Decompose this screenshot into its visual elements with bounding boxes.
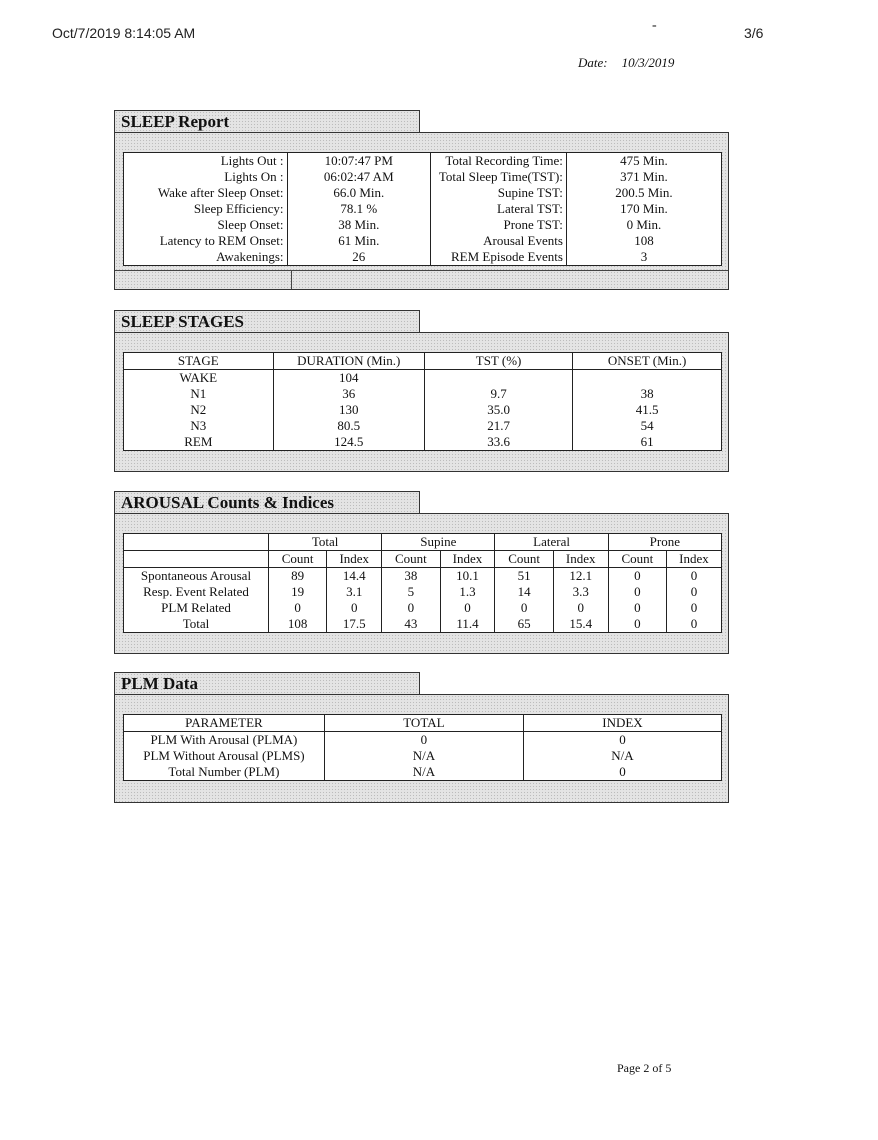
sleep-stages-title: SLEEP STAGES (114, 310, 420, 332)
plm-column-header: INDEX (523, 715, 721, 732)
report-value: 26 (287, 249, 431, 266)
report-value-2: 475 Min. (566, 153, 721, 170)
plm-cell: 0 (324, 732, 523, 749)
stages-cell: 124.5 (273, 434, 424, 451)
arousal-cell: 1.3 (440, 584, 495, 600)
report-row (124, 185, 722, 201)
stages-row (124, 402, 722, 418)
date-value: 10/3/2019 (621, 55, 675, 70)
arousal-row-label: Spontaneous Arousal (140, 568, 252, 583)
arousal-cell: 0 (666, 600, 721, 616)
plm-row (124, 748, 722, 764)
report-label-2: REM Episode Events (450, 249, 563, 264)
arousal-sub-header: Count (608, 551, 666, 568)
sleep-report-footer-strip (115, 270, 728, 289)
arousal-group-header: Prone (608, 534, 721, 551)
stages-cell: 130 (273, 402, 424, 418)
arousal-sub-header: Count (382, 551, 440, 568)
sleep-stages-frame (114, 332, 729, 472)
arousal-cell: 108 (269, 616, 327, 633)
arousal-cell: 3.3 (553, 584, 608, 600)
arousal-cell: 15.4 (553, 616, 608, 633)
report-label: Lights Out : (220, 153, 284, 168)
plm-row (124, 732, 722, 749)
sleep-report-title: SLEEP Report (114, 110, 420, 132)
plm-table (123, 714, 722, 781)
report-row (124, 217, 722, 233)
plm-cell: 0 (523, 764, 721, 781)
arousal-cell: 65 (495, 616, 553, 633)
arousal-row (124, 600, 722, 616)
report-label-2: Lateral TST: (497, 201, 563, 216)
stages-column-header: TST (%) (424, 353, 572, 370)
arousal-cell: 0 (382, 600, 440, 616)
report-label-2: Total Recording Time: (445, 153, 563, 168)
fax-page-counter: 3/6 (744, 25, 764, 41)
sleep-report-section (114, 110, 729, 290)
stages-row (124, 434, 722, 451)
stages-row (124, 418, 722, 434)
arousal-cell: 89 (269, 568, 327, 585)
report-label-2: Total Sleep Time(TST): (438, 169, 563, 184)
report-value: 38 Min. (287, 217, 431, 233)
report-label-2: Arousal Events (483, 233, 563, 248)
plm-cell: N/A (324, 764, 523, 781)
arousal-row-label: PLM Related (161, 600, 231, 615)
arousal-cell: 10.1 (440, 568, 495, 585)
arousal-row (124, 616, 722, 633)
arousal-cell: 0 (608, 600, 666, 616)
plm-cell: Total Number (PLM) (168, 764, 280, 779)
report-row (124, 249, 722, 266)
arousal-cell: 38 (382, 568, 440, 585)
stages-cell: N1 (190, 386, 207, 401)
stages-cell (573, 370, 722, 387)
arousal-cell: 12.1 (553, 568, 608, 585)
stages-row (124, 370, 722, 387)
report-row (124, 233, 722, 249)
plm-column-header: PARAMETER (124, 715, 325, 732)
stages-cell: 38 (573, 386, 722, 402)
arousal-cell: 3.1 (327, 584, 382, 600)
arousal-cell: 11.4 (440, 616, 495, 633)
arousal-sub-header: Index (440, 551, 495, 568)
report-date (578, 55, 674, 71)
stages-column-header: STAGE (124, 353, 274, 370)
plm-title: PLM Data (114, 672, 420, 694)
report-row (124, 153, 722, 170)
sleep-report-table (123, 152, 722, 266)
report-value: 61 Min. (287, 233, 431, 249)
report-label: Wake after Sleep Onset: (157, 185, 284, 200)
stages-cell: 33.6 (424, 434, 572, 451)
stages-cell: N3 (190, 418, 207, 433)
stages-column-header: ONSET (Min.) (573, 353, 722, 370)
arousal-cell: 5 (382, 584, 440, 600)
report-row (124, 201, 722, 217)
stages-row (124, 386, 722, 402)
arousal-cell: 14 (495, 584, 553, 600)
report-value-2: 108 (566, 233, 721, 249)
arousal-sub-header: Count (269, 551, 327, 568)
arousal-cell: 0 (608, 584, 666, 600)
arousal-cell: 0 (666, 584, 721, 600)
stages-cell: 35.0 (424, 402, 572, 418)
arousal-corner (124, 534, 269, 551)
arousal-corner-sub (124, 551, 269, 568)
arousal-cell: 0 (553, 600, 608, 616)
report-row (124, 169, 722, 185)
fax-mark: - (652, 18, 657, 33)
sleep-stages-table (123, 352, 722, 451)
arousal-cell: 19 (269, 584, 327, 600)
sleep-stages-section (114, 310, 729, 472)
arousal-cell: 0 (440, 600, 495, 616)
report-value-2: 3 (566, 249, 721, 266)
arousal-group-header: Lateral (495, 534, 608, 551)
arousal-sub-header: Index (553, 551, 608, 568)
arousal-title: AROUSAL Counts & Indices (114, 491, 420, 513)
report-label: Sleep Efficiency: (193, 201, 284, 216)
plm-column-header: TOTAL (324, 715, 523, 732)
arousal-cell: 14.4 (327, 568, 382, 585)
stages-cell: 36 (273, 386, 424, 402)
arousal-cell: 0 (495, 600, 553, 616)
arousal-cell: 0 (608, 616, 666, 633)
plm-cell: N/A (523, 748, 721, 764)
report-value-2: 371 Min. (566, 169, 721, 185)
report-value: 10:07:47 PM (287, 153, 431, 170)
stages-cell: WAKE (179, 370, 218, 385)
page-number: Page 2 of 5 (617, 1061, 672, 1075)
stages-cell: 21.7 (424, 418, 572, 434)
arousal-group-header: Total (269, 534, 382, 551)
report-label: Lights On : (224, 169, 284, 184)
report-value: 66.0 Min. (287, 185, 431, 201)
arousal-row-label: Resp. Event Related (143, 584, 249, 599)
arousal-sub-header: Index (327, 551, 382, 568)
plm-cell: PLM Without Arousal (PLMS) (143, 748, 305, 763)
stages-cell: REM (184, 434, 213, 449)
arousal-cell: 0 (269, 600, 327, 616)
arousal-table (123, 533, 722, 633)
stages-column-header: DURATION (Min.) (273, 353, 424, 370)
stages-cell: 104 (273, 370, 424, 387)
stages-cell: 9.7 (424, 386, 572, 402)
arousal-cell: 43 (382, 616, 440, 633)
plm-cell: N/A (324, 748, 523, 764)
report-value-2: 0 Min. (566, 217, 721, 233)
arousal-cell: 17.5 (327, 616, 382, 633)
arousal-section (114, 491, 729, 654)
plm-section (114, 672, 729, 803)
plm-row (124, 764, 722, 781)
arousal-frame (114, 513, 729, 654)
arousal-row (124, 568, 722, 585)
plm-cell: PLM With Arousal (PLMA) (150, 732, 298, 747)
report-value-2: 170 Min. (566, 201, 721, 217)
stages-cell: 80.5 (273, 418, 424, 434)
report-label: Awakenings: (216, 249, 284, 264)
report-value: 78.1 % (287, 201, 431, 217)
arousal-row-label: Total (182, 616, 210, 631)
arousal-cell: 0 (666, 616, 721, 633)
report-label: Latency to REM Onset: (159, 233, 284, 248)
stages-cell: 54 (573, 418, 722, 434)
arousal-cell: 0 (666, 568, 721, 585)
arousal-sub-header: Count (495, 551, 553, 568)
stages-cell: N2 (190, 402, 207, 417)
arousal-cell: 0 (327, 600, 382, 616)
arousal-cell: 51 (495, 568, 553, 585)
report-value-2: 200.5 Min. (566, 185, 721, 201)
arousal-group-header: Supine (382, 534, 495, 551)
plm-frame (114, 694, 729, 803)
report-label: Sleep Onset: (217, 217, 284, 232)
arousal-cell: 0 (608, 568, 666, 585)
fax-timestamp: Oct/7/2019 8:14:05 AM (52, 25, 196, 41)
date-label: Date: (578, 55, 608, 70)
plm-cell: 0 (523, 732, 721, 749)
report-label-2: Supine TST: (497, 185, 563, 200)
arousal-sub-header: Index (666, 551, 721, 568)
sleep-report-frame (114, 132, 729, 290)
arousal-row (124, 584, 722, 600)
stages-cell (424, 370, 572, 387)
stages-cell: 61 (573, 434, 722, 451)
stages-cell: 41.5 (573, 402, 722, 418)
report-label-2: Prone TST: (503, 217, 563, 232)
report-value: 06:02:47 AM (287, 169, 431, 185)
